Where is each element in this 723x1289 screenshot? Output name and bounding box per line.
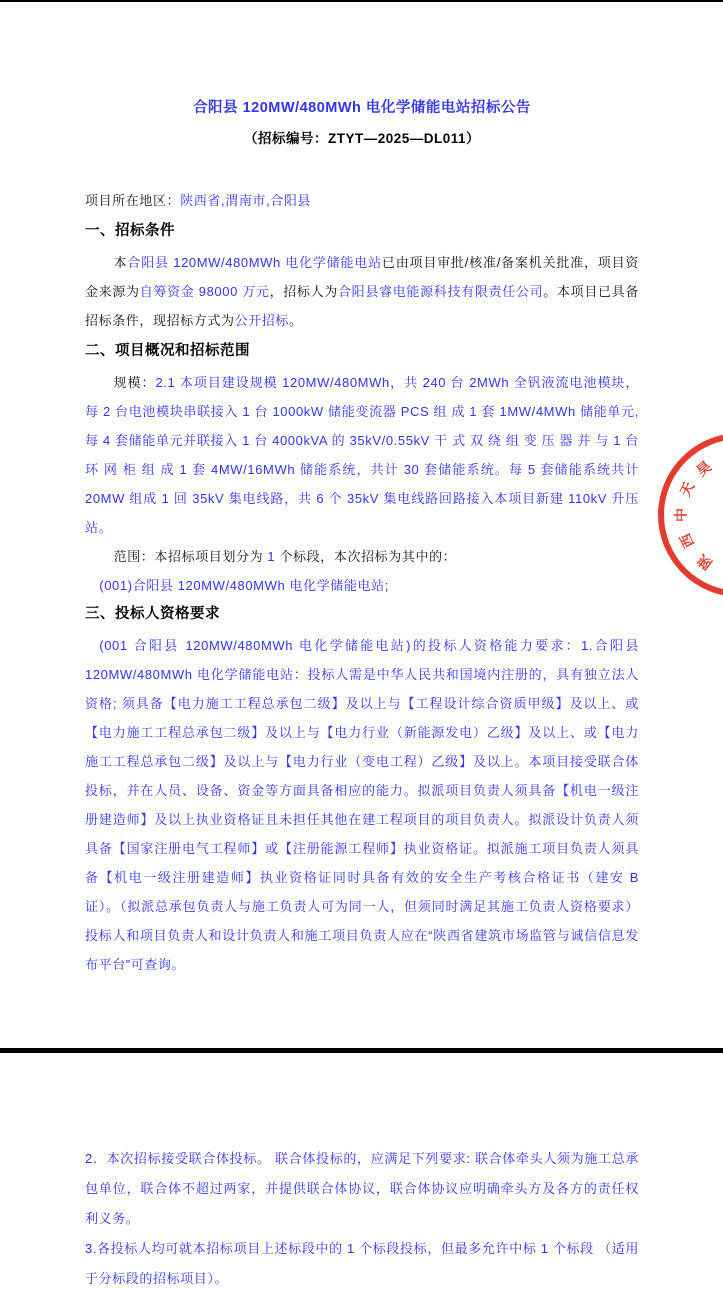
tender-number: （招标编号：ZTYT—2025—DL011） bbox=[243, 131, 481, 146]
section-heading-tender-conditions: 一、招标条件 bbox=[85, 223, 175, 239]
seal-char: 西 bbox=[676, 531, 698, 551]
paragraph-consortium-bidding: 2．本次招标接受联合体投标。 联合体投标的，应满足下列要求: 联合体牵头人须为施工总承包单位，联合体不超过两家，并提供联合体协议，联合体协议应明确牵头方及各方的责任权利义务。 bbox=[85, 1151, 639, 1226]
paragraph-project-scale: 规模：2.1 本项目建设规模 120MW/480MWh，共 240 台 2MWh 全钒液流电池模块，每 2 台电池模块串联接入 1 台 1000kW 储能变流器 PCS 组 成 1 套 1MW/4MWh 储能单元,每 4 套储能单元并联接入 1 台 4000kVA 的 35kV/0.55kV 干 式 双 绕 组 变 压 器 并 与 1 台 环 网 柜 组 成 1 套 4MW/16MWh 储能系统，共计 30 套储能系统。每 5 套储能系统共计 20MW 组成 1 回 35kV 集电线路，共 6 个 35kV 集电线路回路接入本项目新建 110kV 升压站。 bbox=[85, 375, 639, 535]
section-heading-bidder-qualification: 三、投标人资格要求 bbox=[85, 606, 220, 622]
paragraph-lot-001: (001)合阳县 120MW/480MWh 电化学储能电站; bbox=[99, 578, 389, 593]
paragraph-tender-scope: 范围：本招标项目划分为 1 个标段，本次招标为其中的： bbox=[113, 549, 457, 564]
document-title: 合阳县 120MW/480MWh 电化学储能电站招标公告 bbox=[193, 100, 531, 116]
red-seal-stamp-icon bbox=[657, 428, 723, 604]
seal-ring bbox=[661, 436, 723, 594]
seal-char: 陕 bbox=[694, 551, 715, 573]
paragraph-bidder-qualification: (001 合阳县 120MW/480MWh 电化学储能电站)的投标人资格能力要求：1.合阳县 120MW/480MWh 电化学储能电站：投标人需是中华人民共和国境内注册的，具有独立法人资格; 须具备【电力施工工程总承包二级】及以上与【工程设计综合资质甲级】及以上、或【电力施工工程总承包二级】及以上与【电力行业（新能源发电）乙级】及以上、或【电力施工工程总承包二级】及以上与【电力行业（变电工程）乙级】及以上。本项目接受联合体投标，并在人员、设备、资金等方面具备相应的能力。拟派项目负责人须具备【机电一级注册建造师】及以上执业资格证且未担任其他在建工程项目的项目负责人。拟派设计负责人须具备【国家注册电气工程师】或【注册能源工程师】执业资格证。拟派施工项目负责人须具备【机电一级注册建造师】执业资格证同时具备有效的安全生产考核合格证书（建安 B 证）。（拟派总承包负责人与施工负责人可为同一人，但须同时满足其施工负责人资格要求）投标人和项目负责人和设计负责人和施工项目负责人应在“陕西省建筑市场监管与诚信信息发布平台”可查询。 bbox=[85, 638, 639, 972]
seal-char: 中 bbox=[673, 508, 689, 522]
document-page-2 bbox=[85, 1144, 639, 1289]
paragraph-tender-conditions: 本合阳县 120MW/480MWh 电化学储能电站已由项目审批/核准/备案机关批准，项目资金来源为自筹资金 98000 万元，招标人为合阳县睿电能源科技有限责任公司。本项目已具备招标条件，现招标方式为公开招标。 bbox=[85, 255, 639, 328]
page-top-border bbox=[0, 0, 723, 2]
seal-char: 天 bbox=[676, 479, 698, 499]
page-separator bbox=[0, 1048, 723, 1053]
project-location-line: 项目所在地区：陕西省,渭南市,合阳县 bbox=[85, 193, 312, 208]
section-heading-project-overview: 二、项目概况和招标范围 bbox=[85, 343, 250, 359]
seal-char: 昊 bbox=[693, 457, 715, 480]
paragraph-lot-limit: 3.各投标人均可就本招标项目上述标段中的 1 个标段投标，但最多允许中标 1 个标段 （适用于分标段的招标项目）。 bbox=[85, 1241, 639, 1286]
